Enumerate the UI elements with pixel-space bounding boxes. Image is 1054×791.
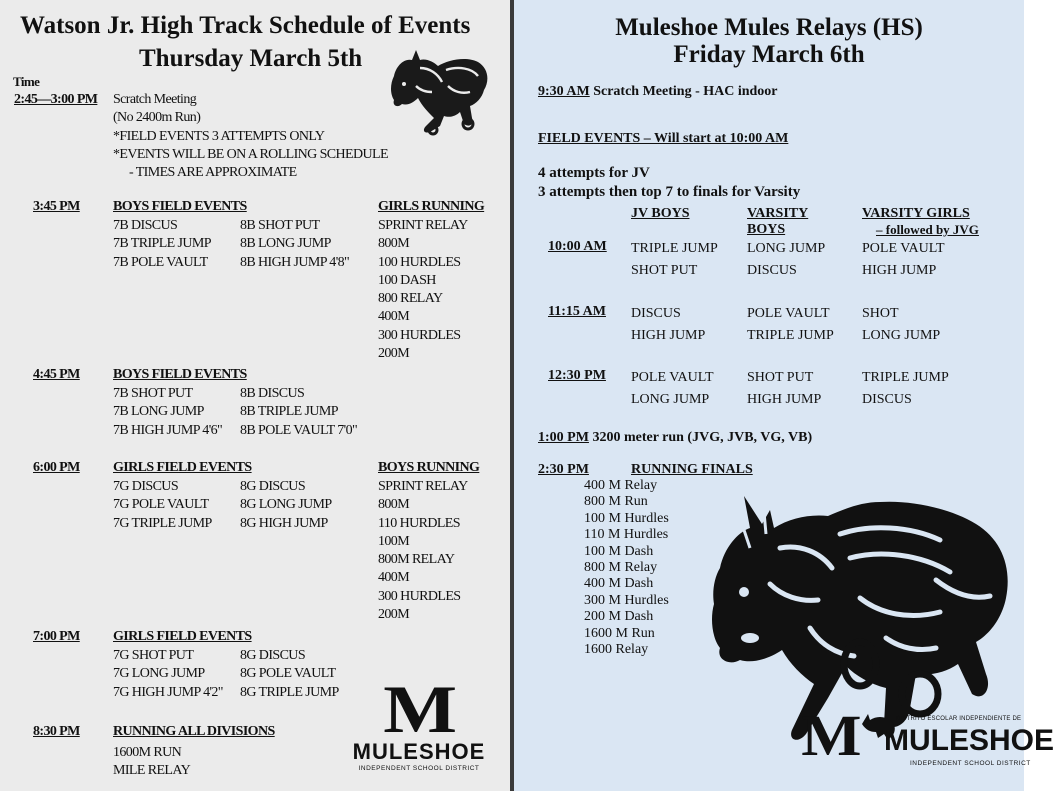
final-event-item: 200 M Dash [584, 609, 654, 625]
first-block-line: *EVENTS WILL BE ON A ROLLING SCHEDULE [113, 146, 388, 162]
block-heading: BOYS FIELD EVENTS [113, 367, 247, 382]
right-title-line1: Muleshoe Mules Relays (HS) [615, 14, 923, 41]
event-item: 7B POLE VAULT [113, 254, 208, 270]
event-item: TRIPLE JUMP [747, 328, 834, 343]
event-item: 400M [378, 309, 410, 325]
event-item: 7G SHOT PUT [113, 648, 194, 663]
event-item: 8G HIGH JUMP [240, 515, 328, 531]
final-event-item: 1600 M Run [584, 625, 655, 641]
event-item: 8G TRIPLE JUMP [240, 684, 339, 700]
event-item: 8B SHOT PUT [240, 218, 320, 233]
block-time: 7:00 PM [33, 629, 80, 644]
final-event-item: 100 M Dash [584, 543, 654, 559]
event-item: 7G POLE VAULT [113, 497, 209, 513]
block-time: 8:30 PM [33, 724, 80, 739]
col-header-varsity-girls-note: – followed by JVG [876, 222, 979, 237]
logo-m-letter: M [383, 671, 455, 747]
event-item: 800M RELAY [378, 552, 455, 568]
event-item: 8G DISCUS [240, 648, 306, 663]
event-item: 800M [378, 236, 410, 252]
event-item: LONG JUMP [631, 392, 710, 407]
block-col2 [240, 478, 332, 533]
event-item: 8B TRIPLE JUMP [240, 404, 338, 420]
block-heading: GIRLS FIELD EVENTS [113, 629, 252, 644]
final-event-item: 400 M Relay [584, 478, 658, 493]
event-item: 100 HURDLES [378, 254, 461, 270]
event-item: 7G LONG JUMP [113, 666, 205, 682]
event-item: HIGH JUMP [862, 263, 937, 278]
block-col2 [240, 385, 357, 440]
final-event-item: 400 M Dash [584, 576, 654, 592]
session-varsity-boys [747, 303, 834, 347]
session-varsity-girls [862, 238, 945, 282]
final-event-item: 100 M Hurdles [584, 510, 669, 526]
logo-m-letter: M [801, 703, 862, 768]
run-3200-time: 1:00 PM [538, 430, 589, 445]
event-item: TRIPLE JUMP [631, 241, 718, 256]
girls-running-list [378, 217, 468, 363]
session-jv-boys [631, 238, 718, 282]
event-item: SPRINT RELAY [378, 479, 468, 494]
event-item: 8G POLE VAULT [240, 666, 336, 682]
event-item: LONG JUMP [747, 241, 826, 256]
block-time: 6:00 PM [33, 460, 80, 475]
block-time: 4:45 PM [33, 367, 80, 382]
block-time-first: 2:45—3:00 PM [14, 92, 98, 107]
event-item: MILE RELAY [113, 763, 191, 779]
event-item: 100M [378, 533, 410, 549]
event-item: 8G DISCUS [240, 479, 306, 494]
event-item: 8B DISCUS [240, 386, 305, 401]
session-varsity-girls [862, 303, 940, 347]
session-time: 10:00 AM [548, 239, 607, 254]
event-item: 7B TRIPLE JUMP [113, 236, 211, 252]
block-heading: BOYS FIELD EVENTS [113, 199, 247, 214]
run-3200-row [538, 430, 812, 446]
attempts-varsity: 3 attempts then top 7 to finals for Varsity [538, 184, 801, 200]
mule-mascot-small-icon [386, 46, 492, 136]
logo-wordmark: MULESHOE [884, 724, 1054, 757]
attempts-info [538, 164, 800, 202]
event-item: 8B HIGH JUMP 4'8" [240, 254, 350, 270]
scratch-row [538, 84, 778, 100]
session-time: 11:15 AM [548, 304, 606, 319]
event-item: 800M [378, 497, 410, 513]
block-col1 [113, 647, 223, 702]
run-3200-text: 3200 meter run (JVG, JVB, VG, VB) [592, 430, 813, 445]
block-col2 [240, 647, 339, 702]
block-col1 [113, 217, 211, 272]
logo-wordmark: MULESHOE [352, 739, 486, 764]
first-block-line: *FIELD EVENTS 3 ATTEMPTS ONLY [113, 128, 325, 144]
event-item: 7G DISCUS [113, 479, 179, 494]
event-item: 7B HIGH JUMP 4'6" [113, 422, 223, 438]
event-item: 300 HURDLES [378, 327, 461, 343]
logo-subtitle: INDEPENDENT SCHOOL DISTRICT [910, 760, 1031, 767]
event-item: 400M [378, 570, 410, 586]
block-col1 [113, 744, 190, 781]
left-panel [0, 0, 510, 791]
event-item: DISCUS [862, 392, 912, 407]
block-col2 [240, 217, 349, 272]
first-block-line: - TIMES ARE APPROXIMATE [129, 165, 297, 181]
col-header-varsity-girls [862, 206, 979, 238]
event-item: POLE VAULT [747, 306, 830, 321]
attempts-jv: 4 attempts for JV [538, 165, 650, 181]
girls-running-heading: GIRLS RUNNING [378, 199, 485, 214]
event-item: 200M [378, 346, 410, 362]
event-item: 7G HIGH JUMP 4'2" [113, 684, 223, 700]
event-item: DISCUS [631, 306, 681, 321]
first-block-line: (No 2400m Run) [113, 110, 201, 126]
event-item: 7G TRIPLE JUMP [113, 515, 212, 531]
first-block-lines [113, 91, 388, 182]
right-title-line2: Friday March 6th [673, 41, 865, 68]
final-event-item: 1600 Relay [584, 642, 649, 658]
event-item: SHOT PUT [631, 263, 698, 278]
event-item: HIGH JUMP [631, 328, 706, 343]
col-header-jv-boys: JV BOYS [631, 206, 690, 221]
block-col1 [113, 478, 212, 533]
muleshoe-logo-right [801, 703, 1054, 784]
muleshoe-logo-left [344, 671, 494, 782]
event-item: POLE VAULT [631, 370, 714, 385]
first-block-line: Scratch Meeting [113, 92, 197, 107]
session-jv-boys [631, 367, 714, 411]
event-item: LONG JUMP [862, 328, 941, 343]
col-header-varsity-girls-line1: VARSITY GIRLS [862, 206, 970, 221]
time-column-header: Time [13, 74, 40, 89]
event-item: DISCUS [747, 263, 797, 278]
scratch-text: Scratch Meeting - HAC indoor [593, 84, 778, 99]
scratch-time: 9:30 AM [538, 84, 590, 99]
block-heading: GIRLS FIELD EVENTS [113, 460, 252, 475]
col-header-varsity-boys [747, 206, 808, 238]
event-item: 7B SHOT PUT [113, 386, 193, 401]
col-header-varsity-boys-line1: VARSITY [747, 206, 809, 221]
event-item: 8B POLE VAULT 7'0" [240, 422, 358, 438]
session-varsity-girls [862, 367, 949, 411]
right-panel [514, 0, 1054, 791]
event-item: 110 HURDLES [378, 515, 460, 531]
finals-time: 2:30 PM [538, 462, 589, 477]
event-item: 8B LONG JUMP [240, 236, 331, 252]
event-item: POLE VAULT [862, 241, 945, 256]
block-heading: RUNNING ALL DIVISIONS [113, 724, 275, 739]
event-item: 7B DISCUS [113, 218, 178, 233]
finals-list [584, 478, 669, 658]
logo-top-text: DISTRITO ESCOLAR INDEPENDIENTE DE [896, 716, 1022, 722]
left-title-line1: Watson Jr. High Track Schedule of Events [20, 12, 471, 39]
event-item: 300 HURDLES [378, 588, 461, 604]
event-item: 8G LONG JUMP [240, 497, 332, 513]
event-item: 7B LONG JUMP [113, 404, 204, 420]
event-item: 100 DASH [378, 272, 436, 288]
event-item: 1600M RUN [113, 745, 182, 760]
event-item: 200M [378, 607, 410, 623]
block-time: 3:45 PM [33, 199, 80, 214]
final-event-item: 800 M Run [584, 494, 648, 510]
final-event-item: 110 M Hurdles [584, 527, 669, 543]
session-time: 12:30 PM [548, 368, 606, 383]
event-item: HIGH JUMP [747, 392, 822, 407]
session-varsity-boys [747, 367, 821, 411]
event-item: SPRINT RELAY [378, 218, 468, 233]
finals-heading: RUNNING FINALS [631, 462, 753, 477]
logo-subtitle: INDEPENDENT SCHOOL DISTRICT [358, 765, 480, 772]
event-item: SHOT [862, 306, 899, 321]
final-event-item: 800 M Relay [584, 560, 658, 576]
event-item: 800 RELAY [378, 291, 443, 307]
boys-running-heading: BOYS RUNNING [378, 460, 480, 475]
event-item: SHOT PUT [747, 370, 814, 385]
block-col1 [113, 385, 222, 440]
field-events-heading: FIELD EVENTS – Will start at 10:00 AM [538, 131, 789, 146]
session-varsity-boys [747, 238, 825, 282]
boys-running-list [378, 478, 468, 624]
session-jv-boys [631, 303, 705, 347]
final-event-item: 300 M Hurdles [584, 592, 669, 608]
left-title-line2: Thursday March 5th [139, 45, 363, 72]
col-header-varsity-boys-line2: BOYS [747, 222, 786, 237]
event-item: TRIPLE JUMP [862, 370, 949, 385]
